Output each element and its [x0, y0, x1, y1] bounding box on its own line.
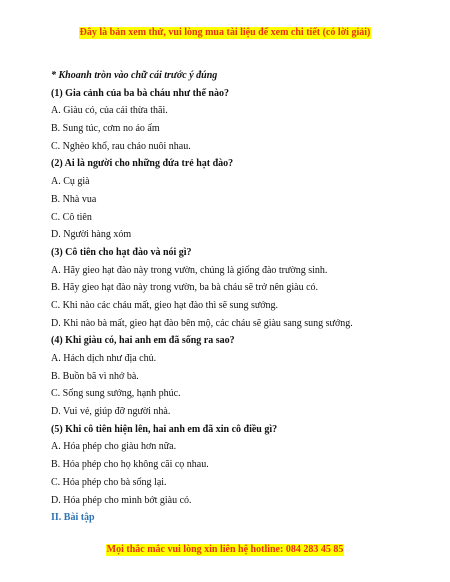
question-5: (5) Khi cô tiên hiện lên, hai anh em đã xin cô điều gì?: [51, 423, 278, 435]
question-4-option-a: A. Hách dịch như địa chủ.: [51, 353, 157, 364]
question-4-option-b: B. Buồn bã vì nhớ bà.: [51, 370, 139, 382]
question-2: (2) Ai là người cho những đứa trẻ hạt đào?: [51, 158, 234, 170]
question-2-option-d: D. Người hàng xóm: [51, 229, 132, 241]
question-1: (1) Gia cảnh của ba bà cháu như thế nào?: [51, 87, 229, 99]
question-3-option-b: B. Hãy gieo hạt đào này trong vườn, ba bà cháu sẽ trở nên giàu có.: [51, 282, 319, 294]
question-5-option-c: C. Hóa phép cho bà sống lại.: [51, 476, 167, 488]
question-2-option-b: B. Nhà vua: [51, 193, 97, 205]
document-body: [51, 70, 411, 530]
question-4: (4) Khi giàu có, hai anh em đã sống ra sao?: [51, 335, 235, 347]
question-3-option-d: D. Khi nào bà mất, gieo hạt đào bên mộ, các cháu sẽ giàu sang sung sướng.: [51, 317, 353, 329]
question-4-option-c: C. Sống sung sướng, hạnh phúc.: [51, 388, 181, 400]
question-3: (3) Cô tiên cho hạt đào và nói gì?: [51, 246, 192, 258]
question-5-option-b: B. Hóa phép cho họ không cãi cọ nhau.: [51, 459, 209, 471]
question-3-option-a: A. Hãy gieo hạt đào này trong vườn, chúng là giống đào trường sinh.: [51, 264, 328, 276]
question-5-option-d: D. Hóa phép cho mình bớt giàu có.: [51, 494, 192, 506]
hotline-notice-banner: Mọi thắc mắc vui lòng xin liên hệ hotline: 084 283 45 85: [106, 544, 344, 555]
question-1-option-b: B. Sung túc, cơm no áo ấm: [51, 123, 160, 135]
section-title: II. Bài tập: [51, 512, 95, 524]
question-2-option-c: C. Cô tiên: [51, 211, 92, 223]
question-2-option-a: A. Cụ già: [51, 176, 90, 188]
question-5-option-a: A. Hóa phép cho giàu hơn nữa.: [51, 441, 177, 453]
question-1-option-a: A. Giàu có, của cải thừa thãi.: [51, 105, 168, 117]
preview-notice-banner: Đây là bản xem thử, vui lòng mua tài liệu để xem chi tiết (có lời giải): [79, 27, 371, 38]
instruction-heading: * Khoanh tròn vào chữ cái trước ý đúng: [51, 70, 218, 81]
question-1-option-c: C. Nghèo khổ, rau cháo nuôi nhau.: [51, 140, 191, 152]
question-3-option-c: C. Khi nào các cháu mất, gieo hạt đào thì sẽ sung sướng.: [51, 299, 279, 311]
question-4-option-d: D. Vui vẻ, giúp đỡ người nhà.: [51, 406, 171, 418]
